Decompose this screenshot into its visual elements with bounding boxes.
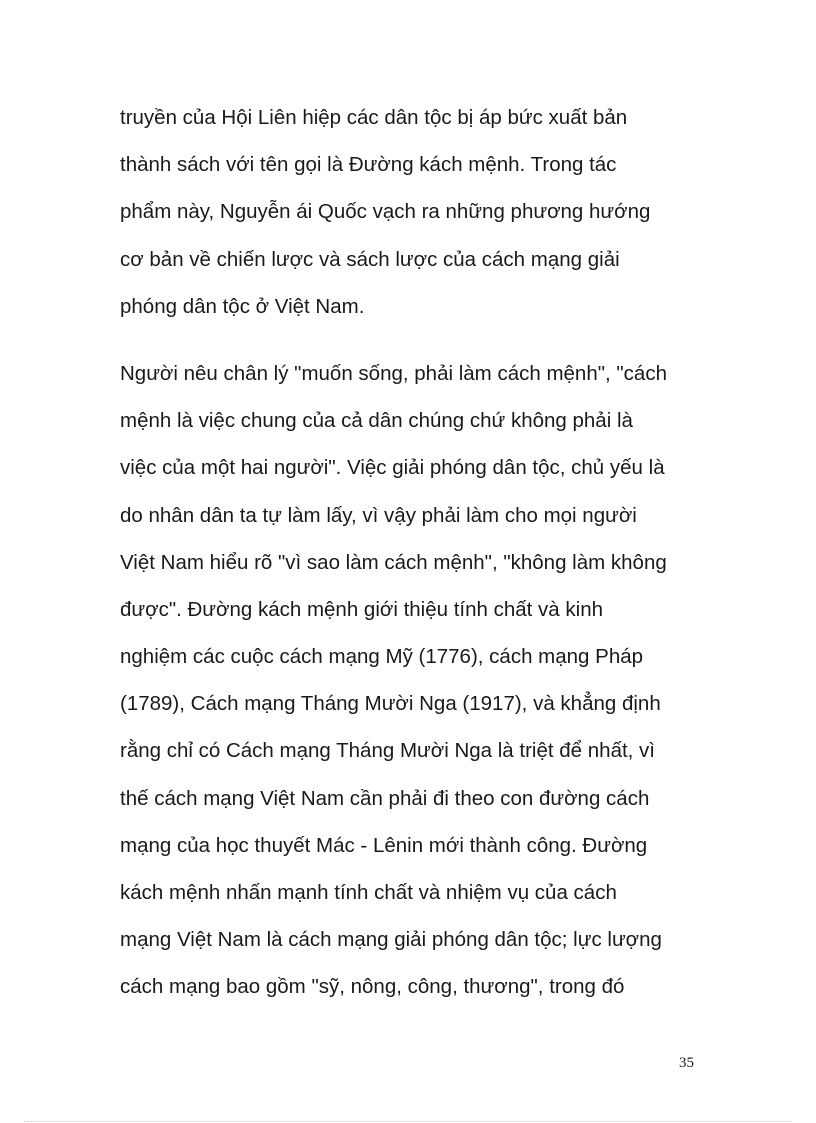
text-line: rằng chỉ có Cách mạng Tháng Mười Nga là triệt để nhất, vì [120,739,656,763]
paragraph-2 [120,350,695,1011]
text-line: Việt Nam hiểu rõ "vì sao làm cách mệnh", "không làm không [120,550,667,574]
text-line: nghiệm các cuộc cách mạng Mỹ (1776), cách mạng Pháp [120,645,644,669]
text-line: mệnh là việc chung của cả dân chúng chứ không phải là [120,409,633,433]
paragraph-spacer [120,330,695,350]
page-number: 35 [679,1055,694,1071]
text-line: phóng dân tộc ở Việt Nam. [120,294,365,318]
text-line: truyền của Hội Liên hiệp các dân tộc bị áp bức xuất bản [120,106,628,129]
text-line: được". Đường kách mệnh giới thiệu tính chất và kinh [120,597,604,621]
text-line: (1789), Cách mạng Tháng Mười Nga (1917), và khẳng định [120,692,661,716]
text-line: cơ bản về chiến lược và sách lược của cách mạng giải [120,247,620,271]
text-line: Người nêu chân lý "muốn sống, phải làm cách mệnh", "cách [120,361,667,385]
text-line: thành sách với tên gọi là Đường kách mệnh. Trong tác [120,153,617,177]
paragraph-1 [120,94,695,330]
text-line: việc của một hai người". Việc giải phóng dân tộc, chủ yếu là [120,456,665,480]
text-line: kách mệnh nhấn mạnh tính chất và nhiệm vụ của cách [120,881,617,904]
body-text [120,94,695,1011]
text-line: cách mạng bao gồm "sỹ, nông, công, thương", trong đó [120,975,625,999]
text-line: phẩm này, Nguyễn ái Quốc vạch ra những phương hướng [120,200,651,224]
text-line: thế cách mạng Việt Nam cần phải đi theo con đường cách [120,786,650,810]
footer-divider [24,1121,792,1122]
text-line: mạng của học thuyết Mác - Lênin mới thành công. Đường [120,833,648,857]
text-line: mạng Việt Nam là cách mạng giải phóng dân tộc; lực lượng [120,928,662,952]
text-line: do nhân dân ta tự làm lấy, vì vậy phải làm cho mọi người [120,503,637,527]
